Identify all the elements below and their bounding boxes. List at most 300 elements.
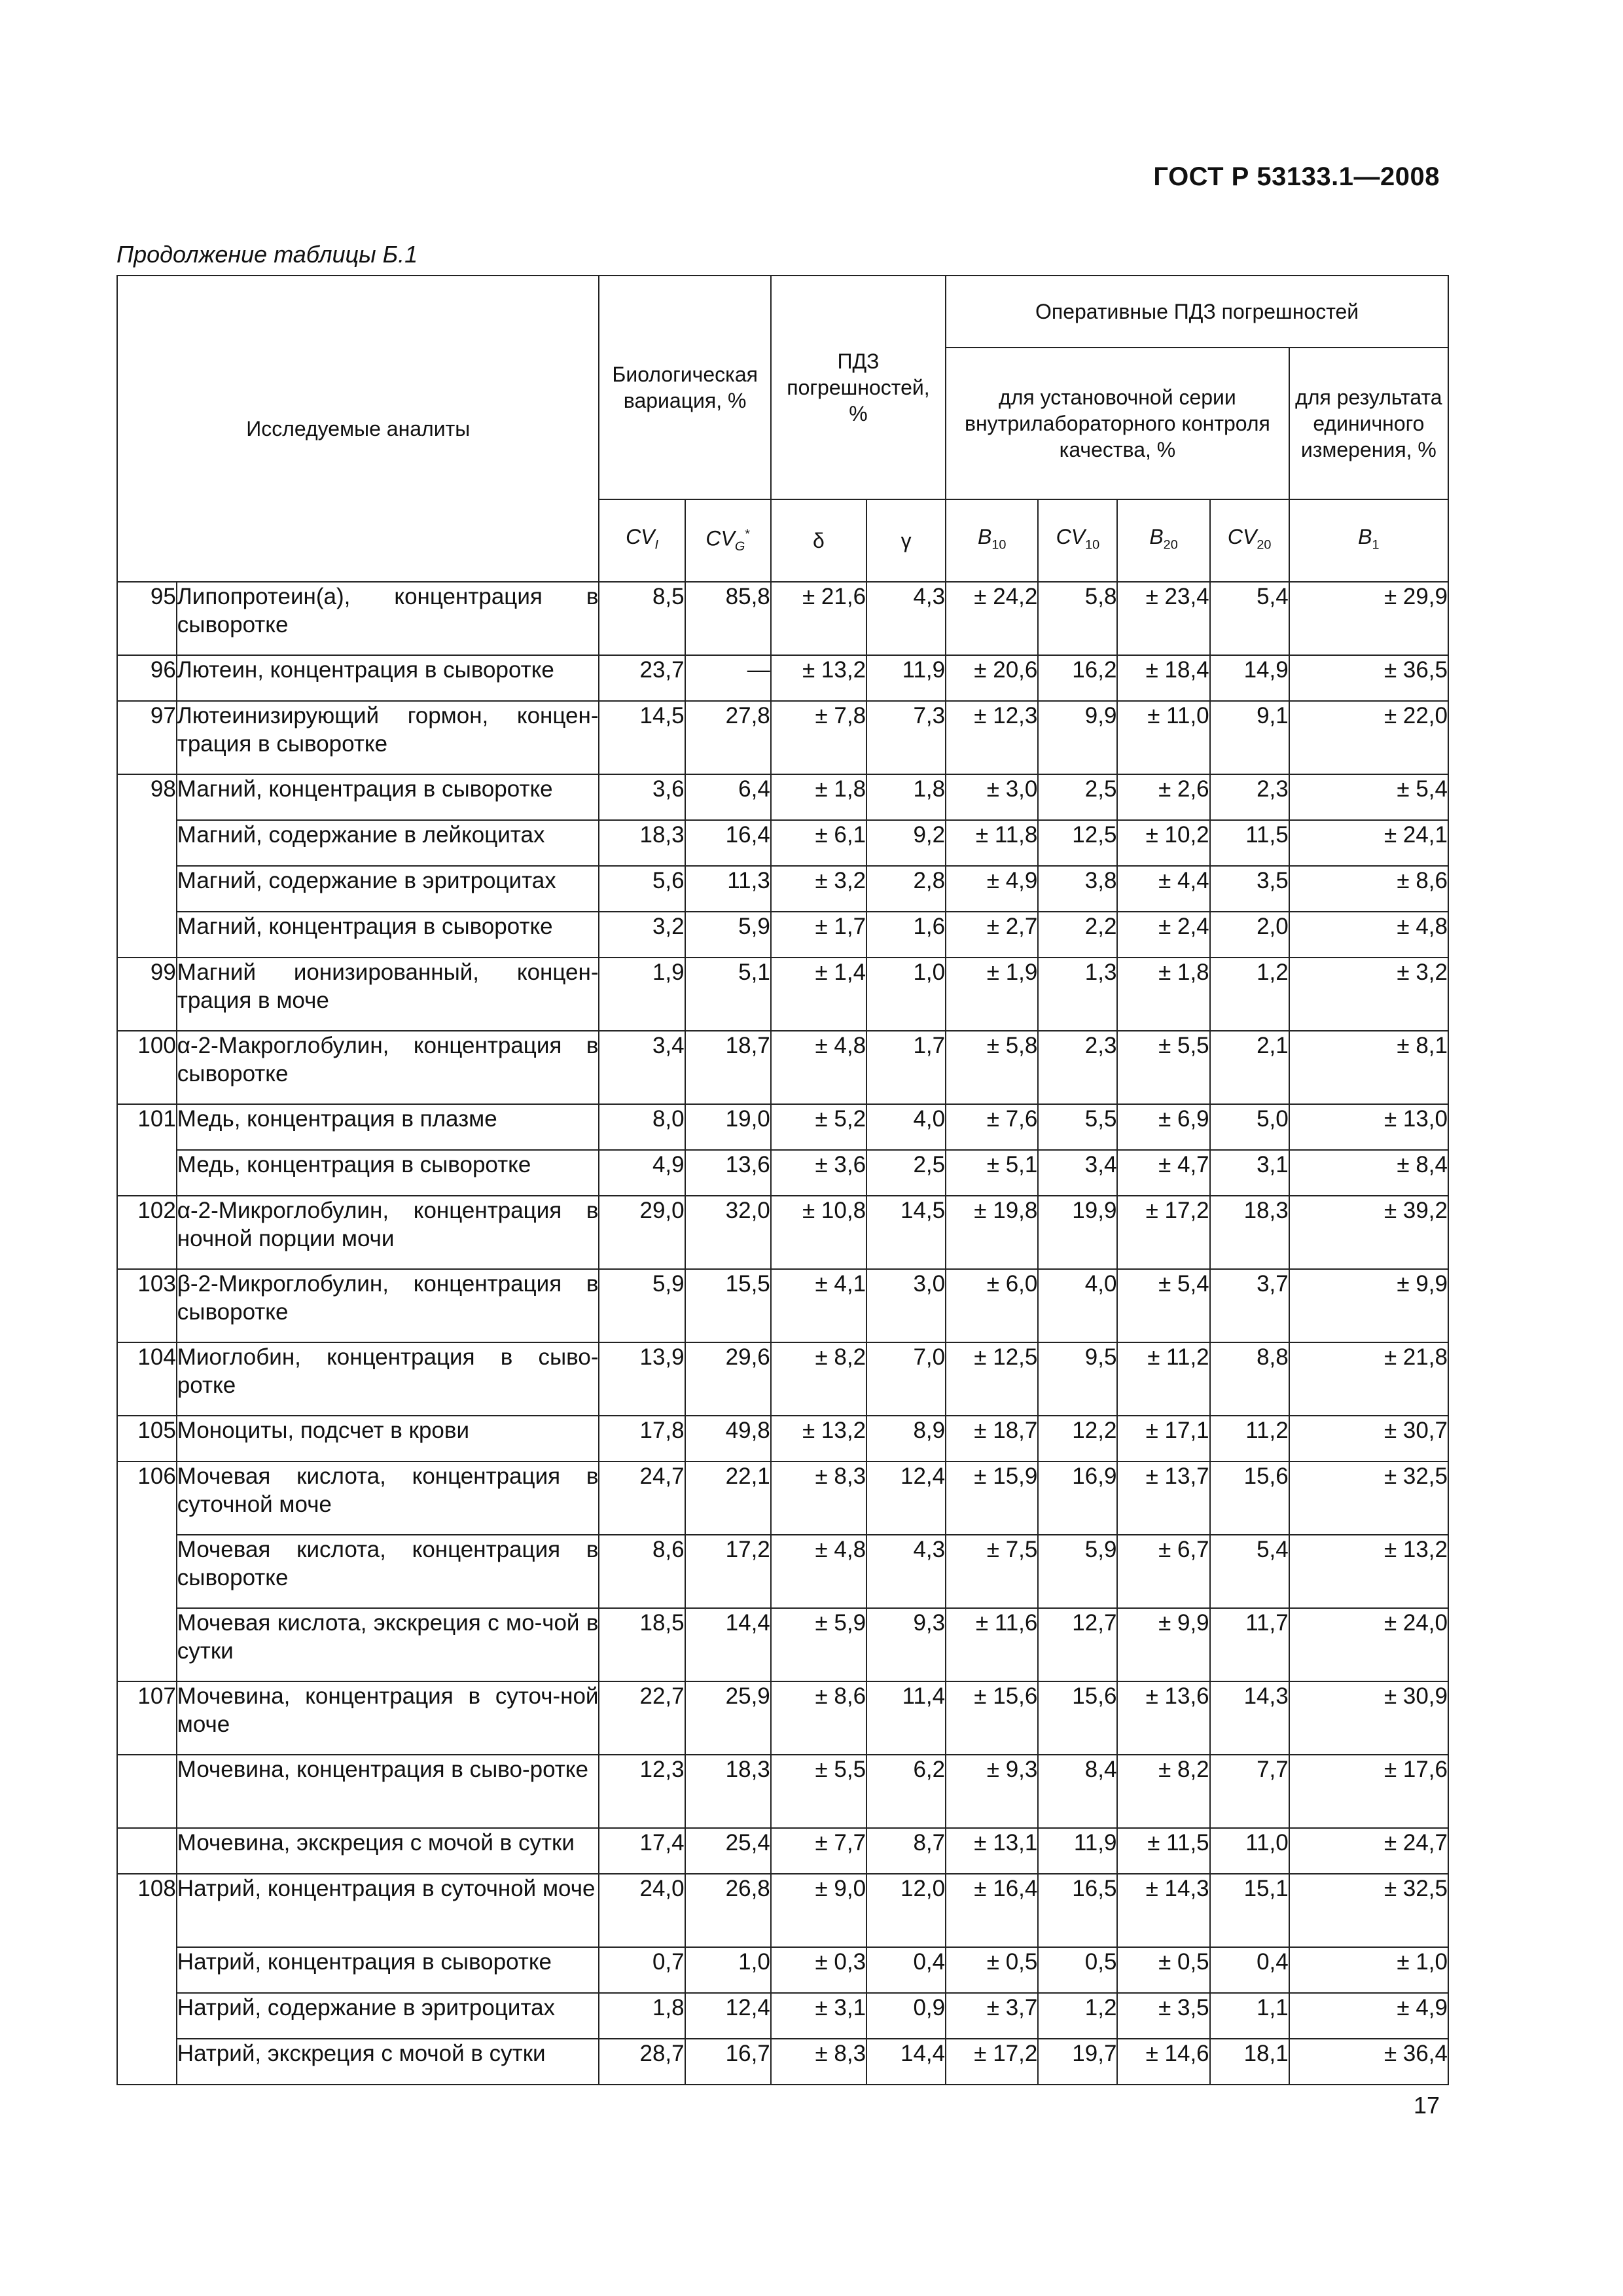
value-cv-i: 3,6	[599, 774, 685, 820]
value-cv10: 2,5	[1038, 774, 1117, 820]
table-row	[117, 1342, 1448, 1416]
value-cv-i: 8,6	[599, 1535, 685, 1608]
value-b1: ± 32,5	[1289, 1874, 1448, 1947]
value-cv-g: 17,2	[685, 1535, 771, 1608]
value-b10: ± 11,8	[946, 820, 1038, 866]
row-number	[117, 1535, 177, 1608]
value-b10: ± 11,6	[946, 1608, 1038, 1681]
value-cv20: 3,1	[1210, 1150, 1289, 1196]
value-b20: ± 6,9	[1117, 1104, 1209, 1150]
analyte-name: β-2-Микроглобулин, концентрация в сыворотке	[177, 1269, 599, 1342]
analyte-name: Мочевина, концентрация в сыво-ротке	[177, 1755, 599, 1828]
value-cv20: 3,5	[1210, 866, 1289, 912]
value-b10: ± 5,1	[946, 1150, 1038, 1196]
value-delta: ± 5,9	[771, 1608, 866, 1681]
value-cv-i: 12,3	[599, 1755, 685, 1828]
table-row	[117, 1755, 1448, 1828]
value-gamma: 4,0	[866, 1104, 946, 1150]
header-operative: Оперативные ПДЗ погрешностей	[946, 276, 1448, 348]
value-cv-g: 29,6	[685, 1342, 771, 1416]
analyte-name: Мочевая кислота, экскреция с мо-чой в сутки	[177, 1608, 599, 1681]
value-b20: ± 23,4	[1117, 582, 1209, 655]
value-b20: ± 11,0	[1117, 701, 1209, 774]
value-gamma: 12,4	[866, 1462, 946, 1535]
value-delta: ± 4,8	[771, 1031, 866, 1104]
value-cv20: 15,6	[1210, 1462, 1289, 1535]
value-gamma: 1,7	[866, 1031, 946, 1104]
value-b1: ± 13,0	[1289, 1104, 1448, 1150]
value-cv10: 16,9	[1038, 1462, 1117, 1535]
value-cv-g: 26,8	[685, 1874, 771, 1947]
value-b20: ± 0,5	[1117, 1947, 1209, 1993]
value-b20: ± 11,5	[1117, 1828, 1209, 1874]
value-cv20: 11,2	[1210, 1416, 1289, 1462]
value-gamma: 7,3	[866, 701, 946, 774]
value-b1: ± 22,0	[1289, 701, 1448, 774]
header-b10: $B_{10}$	[946, 499, 1038, 582]
value-cv20: 7,7	[1210, 1755, 1289, 1828]
value-gamma: 4,3	[866, 1535, 946, 1608]
header-b20: $B_{20}$	[1117, 499, 1209, 582]
value-cv-i: 18,5	[599, 1608, 685, 1681]
value-b10: ± 3,0	[946, 774, 1038, 820]
value-b10: ± 1,9	[946, 958, 1038, 1031]
value-cv-i: 8,0	[599, 1104, 685, 1150]
value-cv10: 5,5	[1038, 1104, 1117, 1150]
value-delta: ± 10,8	[771, 1196, 866, 1269]
value-cv-g: 16,4	[685, 820, 771, 866]
value-delta: ± 3,1	[771, 1993, 866, 2039]
value-delta: ± 8,6	[771, 1681, 866, 1755]
value-cv-i: 0,7	[599, 1947, 685, 1993]
value-cv10: 16,2	[1038, 655, 1117, 701]
value-b20: ± 17,2	[1117, 1196, 1209, 1269]
value-b1: ± 32,5	[1289, 1462, 1448, 1535]
value-b10: ± 15,6	[946, 1681, 1038, 1755]
value-cv-i: 23,7	[599, 655, 685, 701]
table-row	[117, 1031, 1448, 1104]
value-b10: ± 7,6	[946, 1104, 1038, 1150]
value-cv10: 1,2	[1038, 1993, 1117, 2039]
row-number: 103	[117, 1269, 177, 1342]
page-number: 17	[1413, 2092, 1440, 2119]
row-number: 95	[117, 582, 177, 655]
value-cv10: 2,3	[1038, 1031, 1117, 1104]
value-gamma: 11,4	[866, 1681, 946, 1755]
value-cv10: 1,3	[1038, 958, 1117, 1031]
value-cv10: 8,4	[1038, 1755, 1117, 1828]
header-bio-variation: Биологическая вариация, %	[599, 276, 770, 499]
value-b1: ± 29,9	[1289, 582, 1448, 655]
value-b20: ± 10,2	[1117, 820, 1209, 866]
value-cv-i: 28,7	[599, 2039, 685, 2085]
value-cv20: 0,4	[1210, 1947, 1289, 1993]
value-cv-i: 1,8	[599, 1993, 685, 2039]
value-cv-i: 24,0	[599, 1874, 685, 1947]
value-cv-g: 22,1	[685, 1462, 771, 1535]
row-number: 108	[117, 1874, 177, 1947]
value-cv10: 15,6	[1038, 1681, 1117, 1755]
value-cv-i: 4,9	[599, 1150, 685, 1196]
row-number: 101	[117, 1104, 177, 1150]
value-cv-i: 8,5	[599, 582, 685, 655]
value-b20: ± 4,7	[1117, 1150, 1209, 1196]
value-cv20: 2,1	[1210, 1031, 1289, 1104]
value-delta: ± 9,0	[771, 1874, 866, 1947]
value-b20: ± 8,2	[1117, 1755, 1209, 1828]
value-b20: ± 4,4	[1117, 866, 1209, 912]
value-cv-g: 25,9	[685, 1681, 771, 1755]
value-b20: ± 1,8	[1117, 958, 1209, 1031]
table-row	[117, 958, 1448, 1031]
value-b1: ± 24,0	[1289, 1608, 1448, 1681]
value-gamma: 1,0	[866, 958, 946, 1031]
value-cv10: 12,5	[1038, 820, 1117, 866]
table-row	[117, 912, 1448, 958]
value-cv-g: 13,6	[685, 1150, 771, 1196]
row-number	[117, 820, 177, 866]
value-cv20: 11,0	[1210, 1828, 1289, 1874]
analyte-name: Мочевина, экскреция с мочой в сутки	[177, 1828, 599, 1874]
value-cv10: 5,9	[1038, 1535, 1117, 1608]
header-cv-g: $CV_G^*$	[685, 499, 771, 582]
table-row	[117, 866, 1448, 912]
table-row	[117, 1269, 1448, 1342]
value-b1: ± 39,2	[1289, 1196, 1448, 1269]
value-b1: ± 17,6	[1289, 1755, 1448, 1828]
value-b10: ± 9,3	[946, 1755, 1038, 1828]
value-b10: ± 24,2	[946, 582, 1038, 655]
row-number	[117, 2039, 177, 2085]
value-delta: ± 21,6	[771, 582, 866, 655]
value-cv20: 1,1	[1210, 1993, 1289, 2039]
value-b1: ± 8,1	[1289, 1031, 1448, 1104]
value-b1: ± 8,4	[1289, 1150, 1448, 1196]
value-cv-g: 12,4	[685, 1993, 771, 2039]
table-row	[117, 1416, 1448, 1462]
value-cv10: 2,2	[1038, 912, 1117, 958]
value-cv-g: 49,8	[685, 1416, 771, 1462]
value-delta: ± 8,3	[771, 2039, 866, 2085]
value-cv-i: 1,9	[599, 958, 685, 1031]
value-cv20: 2,3	[1210, 774, 1289, 820]
table-row	[117, 1874, 1448, 1947]
header-cv10: $CV_{10}$	[1038, 499, 1117, 582]
value-cv20: 5,0	[1210, 1104, 1289, 1150]
analyte-name: Магний ионизированный, концен-трация в моче	[177, 958, 599, 1031]
value-cv10: 11,9	[1038, 1828, 1117, 1874]
value-b1: ± 36,4	[1289, 2039, 1448, 2085]
value-cv-i: 24,7	[599, 1462, 685, 1535]
value-cv20: 18,3	[1210, 1196, 1289, 1269]
value-b10: ± 12,5	[946, 1342, 1038, 1416]
value-cv-i: 13,9	[599, 1342, 685, 1416]
value-b10: ± 7,5	[946, 1535, 1038, 1608]
row-number: 107	[117, 1681, 177, 1755]
table-row	[117, 1681, 1448, 1755]
value-cv10: 19,9	[1038, 1196, 1117, 1269]
value-cv-g: 15,5	[685, 1269, 771, 1342]
value-b1: ± 3,2	[1289, 958, 1448, 1031]
value-cv-g: 18,3	[685, 1755, 771, 1828]
value-b10: ± 0,5	[946, 1947, 1038, 1993]
value-gamma: 9,3	[866, 1608, 946, 1681]
value-gamma: 2,5	[866, 1150, 946, 1196]
row-number: 99	[117, 958, 177, 1031]
table-row	[117, 1828, 1448, 1874]
value-cv20: 11,7	[1210, 1608, 1289, 1681]
value-b1: ± 1,0	[1289, 1947, 1448, 1993]
value-gamma: 12,0	[866, 1874, 946, 1947]
value-cv-i: 29,0	[599, 1196, 685, 1269]
value-cv-i: 18,3	[599, 820, 685, 866]
analyte-name: Медь, концентрация в плазме	[177, 1104, 599, 1150]
value-cv10: 12,7	[1038, 1608, 1117, 1681]
value-cv10: 9,9	[1038, 701, 1117, 774]
row-number	[117, 912, 177, 958]
row-number	[117, 1947, 177, 1993]
value-cv10: 16,5	[1038, 1874, 1117, 1947]
value-cv20: 14,3	[1210, 1681, 1289, 1755]
value-cv-g: 85,8	[685, 582, 771, 655]
value-cv10: 5,8	[1038, 582, 1117, 655]
row-number: 97	[117, 701, 177, 774]
table-caption: Продолжение таблицы Б.1	[116, 241, 418, 268]
value-gamma: 8,7	[866, 1828, 946, 1874]
row-number: 105	[117, 1416, 177, 1462]
value-b1: ± 8,6	[1289, 866, 1448, 912]
value-cv-g: 5,9	[685, 912, 771, 958]
value-delta: ± 3,6	[771, 1150, 866, 1196]
value-gamma: 6,2	[866, 1755, 946, 1828]
value-gamma: 11,9	[866, 655, 946, 701]
table-row	[117, 1104, 1448, 1150]
value-b10: ± 3,7	[946, 1993, 1038, 2039]
value-b10: ± 12,3	[946, 701, 1038, 774]
value-cv10: 3,4	[1038, 1150, 1117, 1196]
value-gamma: 1,8	[866, 774, 946, 820]
value-delta: ± 1,4	[771, 958, 866, 1031]
value-gamma: 14,5	[866, 1196, 946, 1269]
value-gamma: 4,3	[866, 582, 946, 655]
analyte-name: Натрий, концентрация в сыворотке	[177, 1947, 599, 1993]
value-delta: ± 4,8	[771, 1535, 866, 1608]
value-cv-i: 14,5	[599, 701, 685, 774]
value-b20: ± 18,4	[1117, 655, 1209, 701]
table-row	[117, 1535, 1448, 1608]
table-row	[117, 1196, 1448, 1269]
value-b10: ± 18,7	[946, 1416, 1038, 1462]
value-b20: ± 2,4	[1117, 912, 1209, 958]
table-header	[117, 276, 1448, 582]
value-cv-g: 32,0	[685, 1196, 771, 1269]
table-row	[117, 1462, 1448, 1535]
value-b20: ± 14,6	[1117, 2039, 1209, 2085]
value-cv-g: 14,4	[685, 1608, 771, 1681]
value-cv20: 5,4	[1210, 582, 1289, 655]
row-number	[117, 1150, 177, 1196]
value-delta: ± 7,7	[771, 1828, 866, 1874]
value-cv-i: 3,4	[599, 1031, 685, 1104]
table-row	[117, 820, 1448, 866]
value-delta: ± 5,2	[771, 1104, 866, 1150]
value-b1: ± 4,9	[1289, 1993, 1448, 2039]
value-b1: ± 9,9	[1289, 1269, 1448, 1342]
value-cv10: 0,5	[1038, 1947, 1117, 1993]
row-number: 100	[117, 1031, 177, 1104]
value-cv20: 3,7	[1210, 1269, 1289, 1342]
value-b20: ± 13,6	[1117, 1681, 1209, 1755]
value-cv-g: 19,0	[685, 1104, 771, 1150]
table-row	[117, 2039, 1448, 2085]
value-b1: ± 13,2	[1289, 1535, 1448, 1608]
header-series: для установочной серии внутрилабораторного контроля качества, %	[946, 348, 1289, 499]
value-b1: ± 24,1	[1289, 820, 1448, 866]
value-cv-i: 5,6	[599, 866, 685, 912]
table-row	[117, 1150, 1448, 1196]
analytes-table	[116, 275, 1449, 2085]
value-cv10: 19,7	[1038, 2039, 1117, 2085]
value-cv-g: 6,4	[685, 774, 771, 820]
value-delta: ± 4,1	[771, 1269, 866, 1342]
row-number	[117, 1755, 177, 1828]
value-cv-g: —	[685, 655, 771, 701]
value-cv20: 5,4	[1210, 1535, 1289, 1608]
value-b10: ± 15,9	[946, 1462, 1038, 1535]
analyte-name: Липопротеин(а), концентрация в сыворотке	[177, 582, 599, 655]
value-cv20: 18,1	[1210, 2039, 1289, 2085]
table-row	[117, 701, 1448, 774]
value-b20: ± 6,7	[1117, 1535, 1209, 1608]
value-delta: ± 1,7	[771, 912, 866, 958]
value-gamma: 7,0	[866, 1342, 946, 1416]
value-cv20: 15,1	[1210, 1874, 1289, 1947]
value-b1: ± 4,8	[1289, 912, 1448, 958]
value-cv20: 9,1	[1210, 701, 1289, 774]
value-b10: ± 20,6	[946, 655, 1038, 701]
analyte-name: Магний, концентрация в сыворотке	[177, 774, 599, 820]
value-cv-i: 5,9	[599, 1269, 685, 1342]
row-number	[117, 1993, 177, 2039]
analyte-name: Мочевая кислота, концентрация в сыворотке	[177, 1535, 599, 1608]
value-gamma: 2,8	[866, 866, 946, 912]
document-code: ГОСТ Р 53133.1—2008	[1153, 162, 1440, 191]
header-b1: $B_1$	[1289, 499, 1448, 582]
row-number: 106	[117, 1462, 177, 1535]
value-b10: ± 13,1	[946, 1828, 1038, 1874]
table-row	[117, 1608, 1448, 1681]
analyte-name: Медь, концентрация в сыворотке	[177, 1150, 599, 1196]
value-b1: ± 21,8	[1289, 1342, 1448, 1416]
value-b10: ± 4,9	[946, 866, 1038, 912]
table-row	[117, 1947, 1448, 1993]
value-delta: ± 8,3	[771, 1462, 866, 1535]
value-delta: ± 8,2	[771, 1342, 866, 1416]
value-b20: ± 9,9	[1117, 1608, 1209, 1681]
value-b20: ± 5,5	[1117, 1031, 1209, 1104]
value-delta: ± 1,8	[771, 774, 866, 820]
value-b1: ± 30,9	[1289, 1681, 1448, 1755]
header-analytes: Исследуемые аналиты	[117, 276, 599, 582]
header-single: для результата единичного измерения, %	[1289, 348, 1448, 499]
analyte-name: Магний, концентрация в сыворотке	[177, 912, 599, 958]
value-b20: ± 3,5	[1117, 1993, 1209, 2039]
value-cv-g: 25,4	[685, 1828, 771, 1874]
analyte-name: Мочевина, концентрация в суточ-ной моче	[177, 1681, 599, 1755]
value-cv10: 4,0	[1038, 1269, 1117, 1342]
value-gamma: 9,2	[866, 820, 946, 866]
row-number: 96	[117, 655, 177, 701]
value-delta: ± 6,1	[771, 820, 866, 866]
row-number: 102	[117, 1196, 177, 1269]
row-number	[117, 866, 177, 912]
analyte-name: α-2-Макроглобулин, концентрация в сыворотке	[177, 1031, 599, 1104]
value-b10: ± 19,8	[946, 1196, 1038, 1269]
value-b10: ± 6,0	[946, 1269, 1038, 1342]
value-b1: ± 5,4	[1289, 774, 1448, 820]
header-cv20: $CV_{20}$	[1210, 499, 1289, 582]
table-row	[117, 582, 1448, 655]
value-cv-i: 17,4	[599, 1828, 685, 1874]
value-gamma: 0,4	[866, 1947, 946, 1993]
value-cv-i: 3,2	[599, 912, 685, 958]
analyte-name: Натрий, концентрация в суточной моче	[177, 1874, 599, 1947]
value-b20: ± 13,7	[1117, 1462, 1209, 1535]
value-cv10: 12,2	[1038, 1416, 1117, 1462]
table-row	[117, 774, 1448, 820]
value-b10: ± 2,7	[946, 912, 1038, 958]
value-cv20: 11,5	[1210, 820, 1289, 866]
value-cv-g: 1,0	[685, 1947, 771, 1993]
value-delta: ± 0,3	[771, 1947, 866, 1993]
value-b1: ± 24,7	[1289, 1828, 1448, 1874]
header-cv-i: $CV_I$	[599, 499, 685, 582]
value-delta: ± 13,2	[771, 655, 866, 701]
header-gamma: γ	[866, 499, 946, 582]
analyte-name: Магний, содержание в эритроцитах	[177, 866, 599, 912]
analyte-name: Мочевая кислота, концентрация в суточной моче	[177, 1462, 599, 1535]
value-cv-g: 27,8	[685, 701, 771, 774]
value-cv10: 3,8	[1038, 866, 1117, 912]
value-gamma: 3,0	[866, 1269, 946, 1342]
value-b20: ± 2,6	[1117, 774, 1209, 820]
analyte-name: Миоглобин, концентрация в сыво-ротке	[177, 1342, 599, 1416]
value-delta: ± 3,2	[771, 866, 866, 912]
table-row	[117, 1993, 1448, 2039]
value-cv-g: 11,3	[685, 866, 771, 912]
analyte-name: Магний, содержание в лейкоцитах	[177, 820, 599, 866]
value-gamma: 14,4	[866, 2039, 946, 2085]
analyte-name: Лютеинизирующий гормон, концен-трация в сыворотке	[177, 701, 599, 774]
row-number: 98	[117, 774, 177, 820]
value-cv10: 9,5	[1038, 1342, 1117, 1416]
value-gamma: 0,9	[866, 1993, 946, 2039]
analyte-name: Натрий, экскреция с мочой в сутки	[177, 2039, 599, 2085]
table-row	[117, 655, 1448, 701]
value-cv-i: 22,7	[599, 1681, 685, 1755]
value-b1: ± 30,7	[1289, 1416, 1448, 1462]
value-gamma: 1,6	[866, 912, 946, 958]
analyte-name: Натрий, содержание в эритроцитах	[177, 1993, 599, 2039]
value-delta: ± 5,5	[771, 1755, 866, 1828]
value-cv-g: 16,7	[685, 2039, 771, 2085]
value-cv20: 2,0	[1210, 912, 1289, 958]
value-cv-g: 5,1	[685, 958, 771, 1031]
analyte-name: Моноциты, подсчет в крови	[177, 1416, 599, 1462]
value-b20: ± 11,2	[1117, 1342, 1209, 1416]
value-delta: ± 13,2	[771, 1416, 866, 1462]
value-cv-i: 17,8	[599, 1416, 685, 1462]
